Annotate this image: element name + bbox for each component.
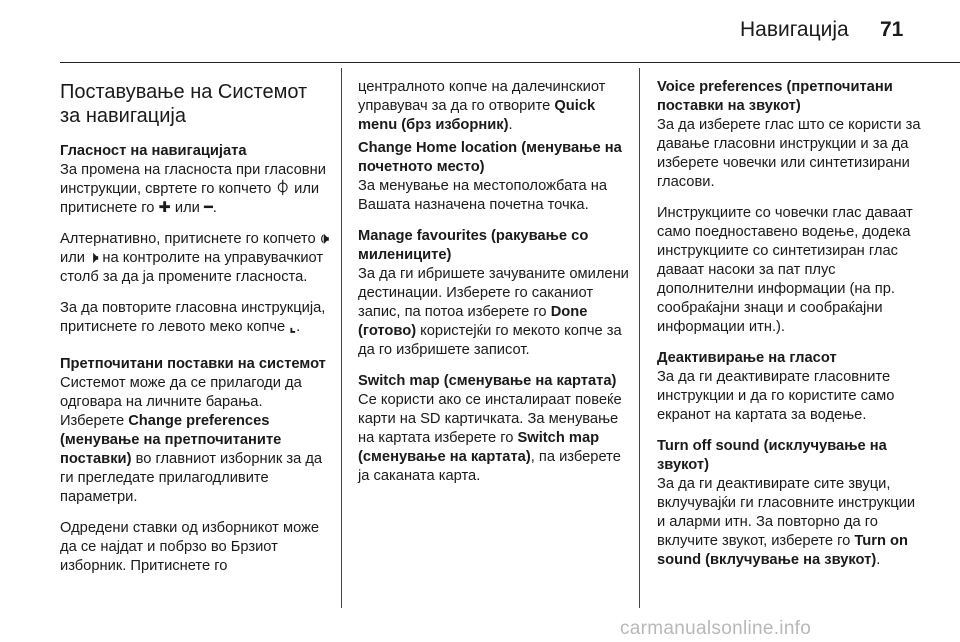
- paragraph: Одредени ставки од изборникот може да се најдат и побрзо во Брзиот изборник. Притиснете го: [60, 520, 320, 574]
- column-divider-1: [341, 68, 342, 608]
- page-header-title: Навигација: [740, 18, 849, 41]
- subheading-volume: Гласност на навигацијата: [60, 143, 247, 159]
- knob-icon: ⏀: [275, 181, 291, 197]
- subheading-favourites: Manage favourites (ракување со милениците): [358, 228, 589, 263]
- column-3: [657, 78, 922, 582]
- paragraph: За менување на местоположбата на Вашата назначена почетна точка.: [358, 178, 608, 213]
- softkey-icon: ⌞: [289, 319, 297, 335]
- minus-icon: ━: [203, 200, 213, 216]
- paragraph: За да ги деактивирате гласовните инструкции и да го користите само екранот на картата за водење.: [657, 369, 895, 423]
- paragraph: За промена на гласноста при гласовни инструкции, свртете го копчето ⏀ или притиснете го ✚ или ━.: [60, 162, 326, 216]
- paragraph: Алтернативно, притиснете го копчето 🕩 или 🕨 на контролите на управувачкиот столб за да ја промените гласноста.: [60, 231, 330, 285]
- page-number: 71: [880, 18, 904, 41]
- paragraph: Системот може да се прилагоди да одговара на личните барања. Изберете Change preferences (менување на претпочитаните поставки) во главниот изборник за да ги прегледате прилагодливите параметри.: [60, 375, 323, 505]
- paragraph: За да изберете глас што се користи за давање гласовни инструкции и за да изберете човечки или синтетизирани гласови.: [657, 117, 921, 190]
- volume-down-icon: 🕨: [89, 250, 99, 266]
- subheading-switch-map: Switch map (сменување на картата): [358, 373, 617, 389]
- section-heading: Поставување на Системот за навигација: [60, 81, 308, 127]
- paragraph: централното копче на далечинскиот управувач за да го отворите Quick menu (брз изборник).: [358, 79, 606, 133]
- column-divider-2: [639, 68, 640, 608]
- subheading-home-location: Change Home location (менување на почетното место): [358, 140, 622, 175]
- column-1: [60, 72, 330, 588]
- subheading-voice-preferences: Voice preferences (претпочитани поставки на звукот): [657, 79, 893, 114]
- subheading-turn-off-sound: Turn off sound (исклучување на звукот): [657, 438, 887, 473]
- column-2: [358, 78, 630, 498]
- paragraph: За да ги ибришете зачуваните омилени дестинации. Изберете го саканиот запис, па потоа изберете го Done (готово) користејќи го мекото копче за да го избришете записот.: [358, 266, 629, 358]
- paragraph: Се користи ако се инсталираат повеќе карти на SD картичката. За менување на картата изберете го Switch map (сменување на картата), па изберете ја саканата карта.: [358, 392, 622, 484]
- subheading-preferences: Претпочитани поставки на системот: [60, 356, 326, 372]
- paragraph: Инструкциите со човечки глас даваат само поедноставено водење, додека инструкциите со синтетизиран глас даваат насоки за пат плус дополнителни информации (на пр. сообраќајни знаци и сообраќајни информации итн.).: [657, 205, 913, 335]
- subheading-deactivate-voice: Деактивирање на гласот: [657, 350, 837, 366]
- volume-up-icon: 🕩: [319, 231, 330, 247]
- plus-icon: ✚: [158, 200, 171, 216]
- header-rule: [60, 62, 960, 63]
- paragraph: За да ги деактивирате сите звуци, вклучувајќи ги гласовните инструкции и аларми итн. За повторно да го вклучите звукот, изберете го Turn on sound (вклучување на звукот).: [657, 476, 916, 568]
- paragraph: За да повторите гласовна инструкција, притиснете го левото меко копче ⌞.: [60, 300, 326, 335]
- watermark: carmanualsonline.info: [620, 618, 812, 639]
